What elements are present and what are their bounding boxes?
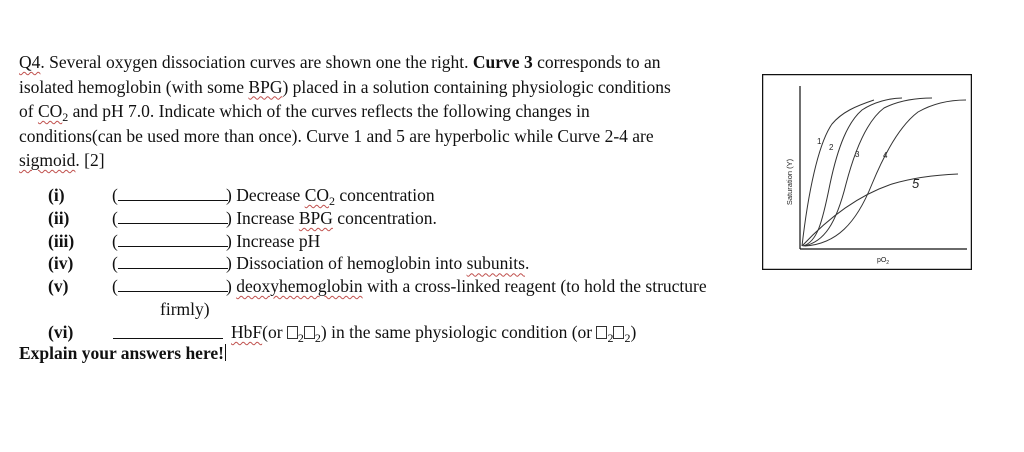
question-paragraph <box>19 50 749 173</box>
answer-blank-iii[interactable] <box>118 230 228 247</box>
y-axis-label: Saturation (Y) <box>785 158 794 206</box>
curve-label-1: 1 <box>817 137 822 146</box>
answer-blank-ii[interactable] <box>118 207 228 224</box>
explain-prompt[interactable]: Explain your answers here! <box>19 343 224 363</box>
curve-label-4: 4 <box>883 151 888 160</box>
question-line-4: conditions(can be used more than once). Curve 1 and 5 are hyperbolic while Curve 2-4 are <box>19 125 654 146</box>
question-line-5: sigmoid. [2] <box>19 150 105 170</box>
question-line-2: isolated hemoglobin (with some BPG) placed in a solution containing physiologic conditions <box>19 76 671 97</box>
curve-label-2: 2 <box>829 143 834 152</box>
question-line-1: Q4. Several oxygen dissociation curves are shown one the right. Curve 3 corresponds to an <box>19 52 661 72</box>
answer-blank-vi[interactable] <box>113 338 223 339</box>
question-label: Q4 <box>19 52 41 72</box>
text-cursor <box>225 344 226 361</box>
curve-3-bold: Curve 3 <box>472 52 533 72</box>
answer-blank-v[interactable] <box>118 275 228 292</box>
curve-label-3: 3 <box>855 150 860 159</box>
oxygen-dissociation-chart <box>762 74 972 270</box>
question-line-3: of $CO_2$ and pH 7.0. Indicate which of the curves reflects the following changes in <box>19 101 590 124</box>
curve-label-5: 5 <box>912 176 920 191</box>
x-axis-label: $pO_2$ <box>876 257 890 266</box>
answer-blank-iv[interactable] <box>118 252 228 269</box>
answer-blank-i[interactable] <box>118 184 228 201</box>
